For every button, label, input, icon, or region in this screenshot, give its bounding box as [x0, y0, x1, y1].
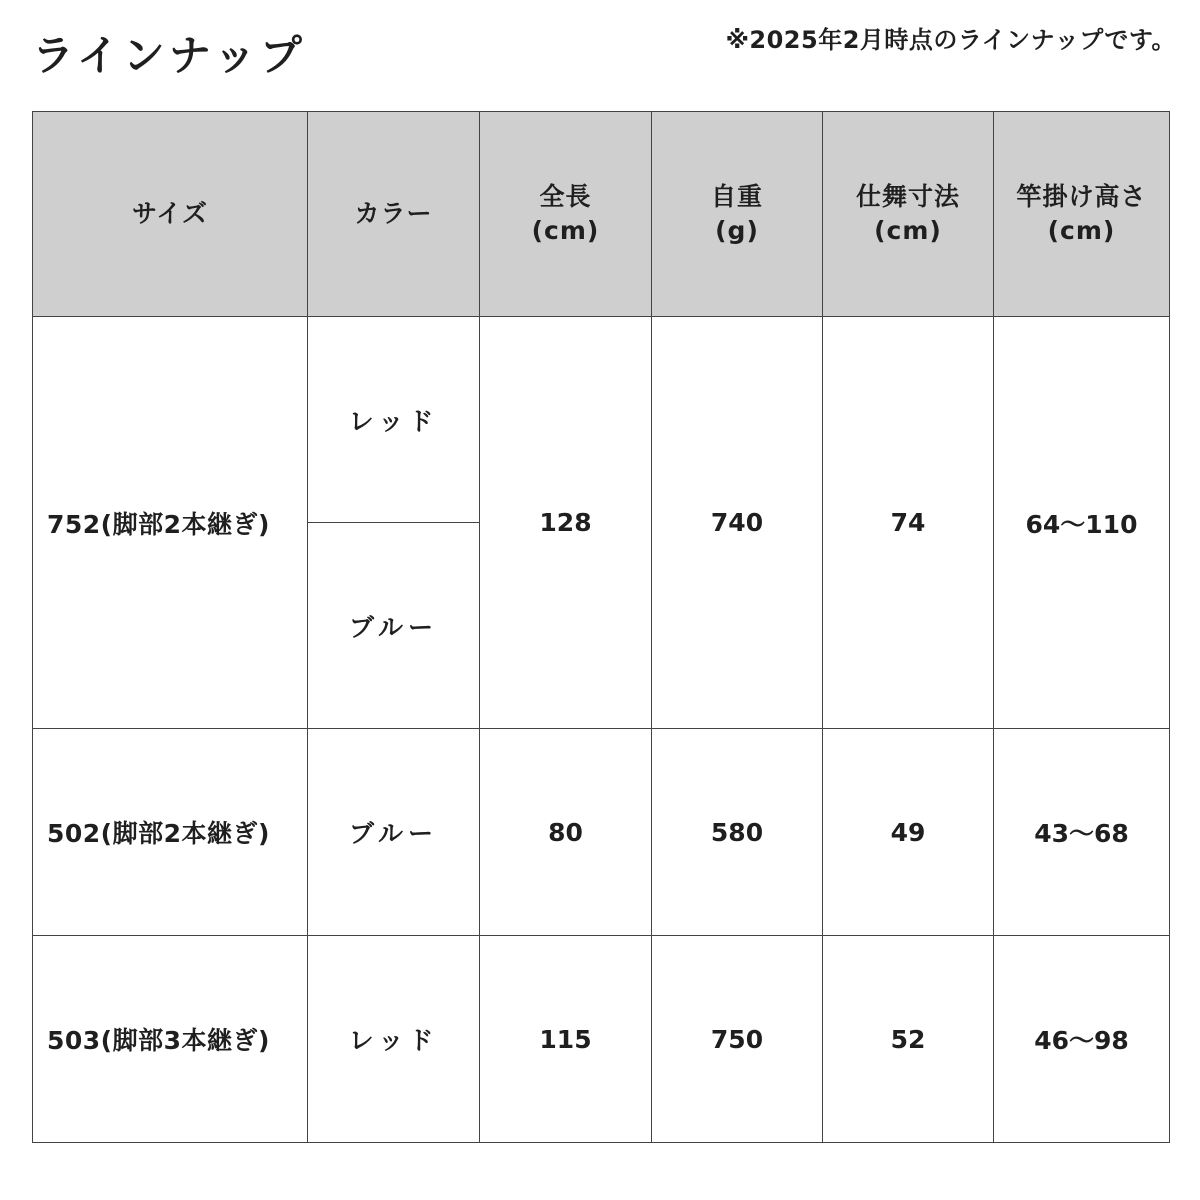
header-weight: 自重 (g) — [652, 112, 823, 317]
folded-length-cell: 74 — [823, 317, 994, 729]
lineup-date-note: ※2025年2月時点のラインナップです。 — [725, 26, 1176, 54]
weight-cell: 580 — [652, 729, 823, 936]
color-cell: レッド — [308, 936, 480, 1143]
lineup-table — [32, 111, 1170, 1143]
folded-length-cell: 49 — [823, 729, 994, 936]
header-size: サイズ — [33, 112, 308, 317]
length-cell: 115 — [480, 936, 652, 1143]
header-rod-holder-height: 竿掛け高さ (cm) — [994, 112, 1170, 317]
size-cell: 503(脚部3本継ぎ) — [33, 936, 308, 1143]
page-title: ラインナップ — [32, 31, 306, 80]
table-row — [33, 936, 1170, 1143]
length-cell: 80 — [480, 729, 652, 936]
rod-holder-height-cell: 46〜98 — [994, 936, 1170, 1143]
header-color: カラー — [308, 112, 480, 317]
color-cell: ブルー — [308, 729, 480, 936]
length-cell: 128 — [480, 317, 652, 729]
size-cell: 502(脚部2本継ぎ) — [33, 729, 308, 936]
rod-holder-height-cell: 64〜110 — [994, 317, 1170, 729]
header-folded-length: 仕舞寸法 (cm) — [823, 112, 994, 317]
table-row — [33, 729, 1170, 936]
size-cell: 752(脚部2本継ぎ) — [33, 317, 308, 729]
header-length: 全長 (cm) — [480, 112, 652, 317]
rod-holder-height-cell: 43〜68 — [994, 729, 1170, 936]
folded-length-cell: 52 — [823, 936, 994, 1143]
table-header-row — [33, 112, 1170, 317]
color-cell: ブルー — [308, 523, 480, 729]
table-row — [33, 317, 1170, 523]
color-cell: レッド — [308, 317, 480, 523]
weight-cell: 740 — [652, 317, 823, 729]
weight-cell: 750 — [652, 936, 823, 1143]
